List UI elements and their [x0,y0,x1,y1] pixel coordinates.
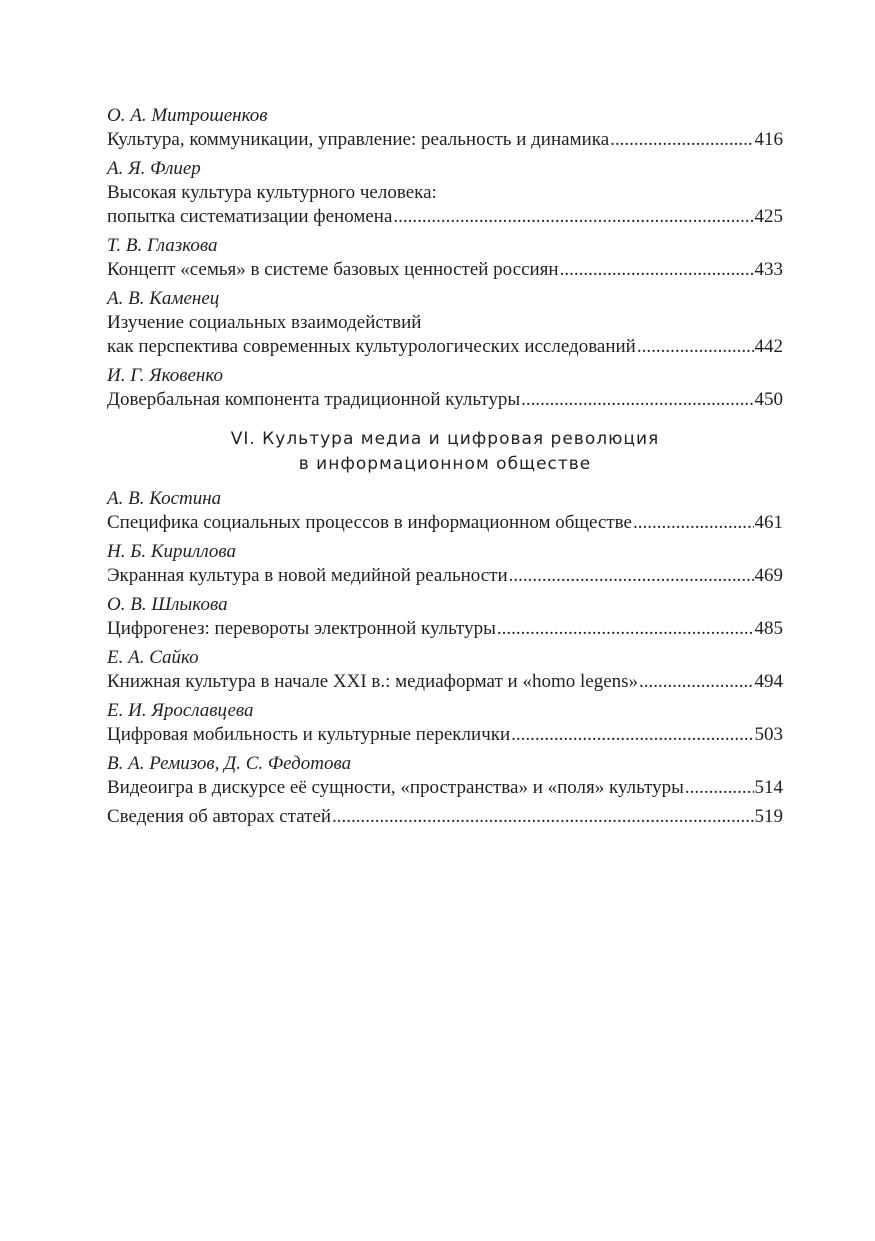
section-heading [107,427,783,477]
entry-author: И. Г. Яковенко [107,365,224,386]
toc-entry [107,157,783,229]
entry-page-number: 461 [754,512,783,533]
entry-page-number: 503 [754,724,783,745]
entry-title: Довербальная компонента традиционной культуры [107,389,521,410]
entry-title: Концепт «семья» в системе базовых ценностей россиян [107,259,559,280]
entry-title-first-line: Изучение социальных взаимодействий [107,312,422,333]
entry-page-number: 514 [754,777,783,798]
entry-title-line [107,511,783,535]
leader-dots [511,723,753,747]
entry-title: Видеоигра в дискурсе её сущности, «пространства» и «поля» культуры [107,777,684,798]
leader-dots [497,617,754,641]
entry-title-line [107,723,783,747]
leader-dots [639,670,753,694]
entry-title-line [107,564,783,588]
entry-author: О. А. Митрошенков [107,105,268,126]
toc-entry [107,487,783,535]
toc-entry [107,752,783,800]
entry-title-line [107,128,783,152]
entry-title: Цифровая мобильность и культурные переклички [107,724,511,745]
entry-title: Цифрогенез: перевороты электронной культуры [107,618,496,639]
entry-title: Сведения об авторах статей [107,806,332,827]
entry-title: Экранная культура в новой медийной реальности [107,565,508,586]
entry-title: Специфика социальных процессов в информационном обществе [107,512,632,533]
section-heading-line-1: VI. Культура медиа и цифровая революция [230,429,660,449]
entry-author: Е. А. Сайко [107,647,199,668]
leader-dots [560,258,754,282]
entry-author: Е. И. Ярославцева [107,700,254,721]
entry-page-number: 425 [754,206,783,227]
toc-entry [107,646,783,694]
entry-author: В. А. Ремизов, Д. С. Федотова [107,753,352,774]
toc-entry [107,364,783,412]
toc-entry [107,287,783,359]
entry-title: как перспектива современных культурологических исследований [107,336,636,357]
entry-page-number: 433 [754,259,783,280]
entry-title: Культура, коммуникации, управление: реальность и динамика [107,129,610,150]
entry-title-line [107,776,783,800]
toc-entry [107,699,783,747]
entry-title-line [107,388,783,412]
entry-page-number: 519 [754,806,783,827]
entry-author: О. В. Шлыкова [107,594,228,615]
entry-title-line [107,805,783,829]
entry-title-line [107,258,783,282]
entry-page-number: 494 [754,671,783,692]
leader-dots [521,388,753,412]
entry-author: Т. В. Глазкова [107,235,218,256]
entry-title-line [107,205,783,229]
section-heading-line-2: в информационном обществе [298,454,592,474]
entry-title-line [107,670,783,694]
entry-page-number: 469 [754,565,783,586]
toc-entry-authors-info [107,805,783,829]
entry-author: Н. Б. Кириллова [107,541,236,562]
toc-entry [107,593,783,641]
toc-entry [107,104,783,152]
leader-dots [637,335,754,359]
entry-author: А. Я. Флиер [107,158,201,179]
entry-title-line [107,617,783,641]
entry-author: А. В. Костина [107,488,222,509]
entry-title-line [107,335,783,359]
entry-title: Книжная культура в начале XXI в.: медиаформат и «homo legens» [107,671,639,692]
entry-author: А. В. Каменец [107,288,220,309]
entry-page-number: 442 [754,336,783,357]
leader-dots [685,776,754,800]
entry-title: попытка систематизации феномена [107,206,393,227]
entry-page-number: 450 [754,389,783,410]
leader-dots [610,128,753,152]
leader-dots [633,511,754,535]
entry-title-first-line: Высокая культура культурного человека: [107,182,437,203]
entry-page-number: 485 [754,618,783,639]
entry-page-number: 416 [754,129,783,150]
toc-entry [107,234,783,282]
table-of-contents [107,104,783,829]
toc-entry [107,540,783,588]
leader-dots [393,205,753,229]
leader-dots [332,805,753,829]
leader-dots [509,564,754,588]
